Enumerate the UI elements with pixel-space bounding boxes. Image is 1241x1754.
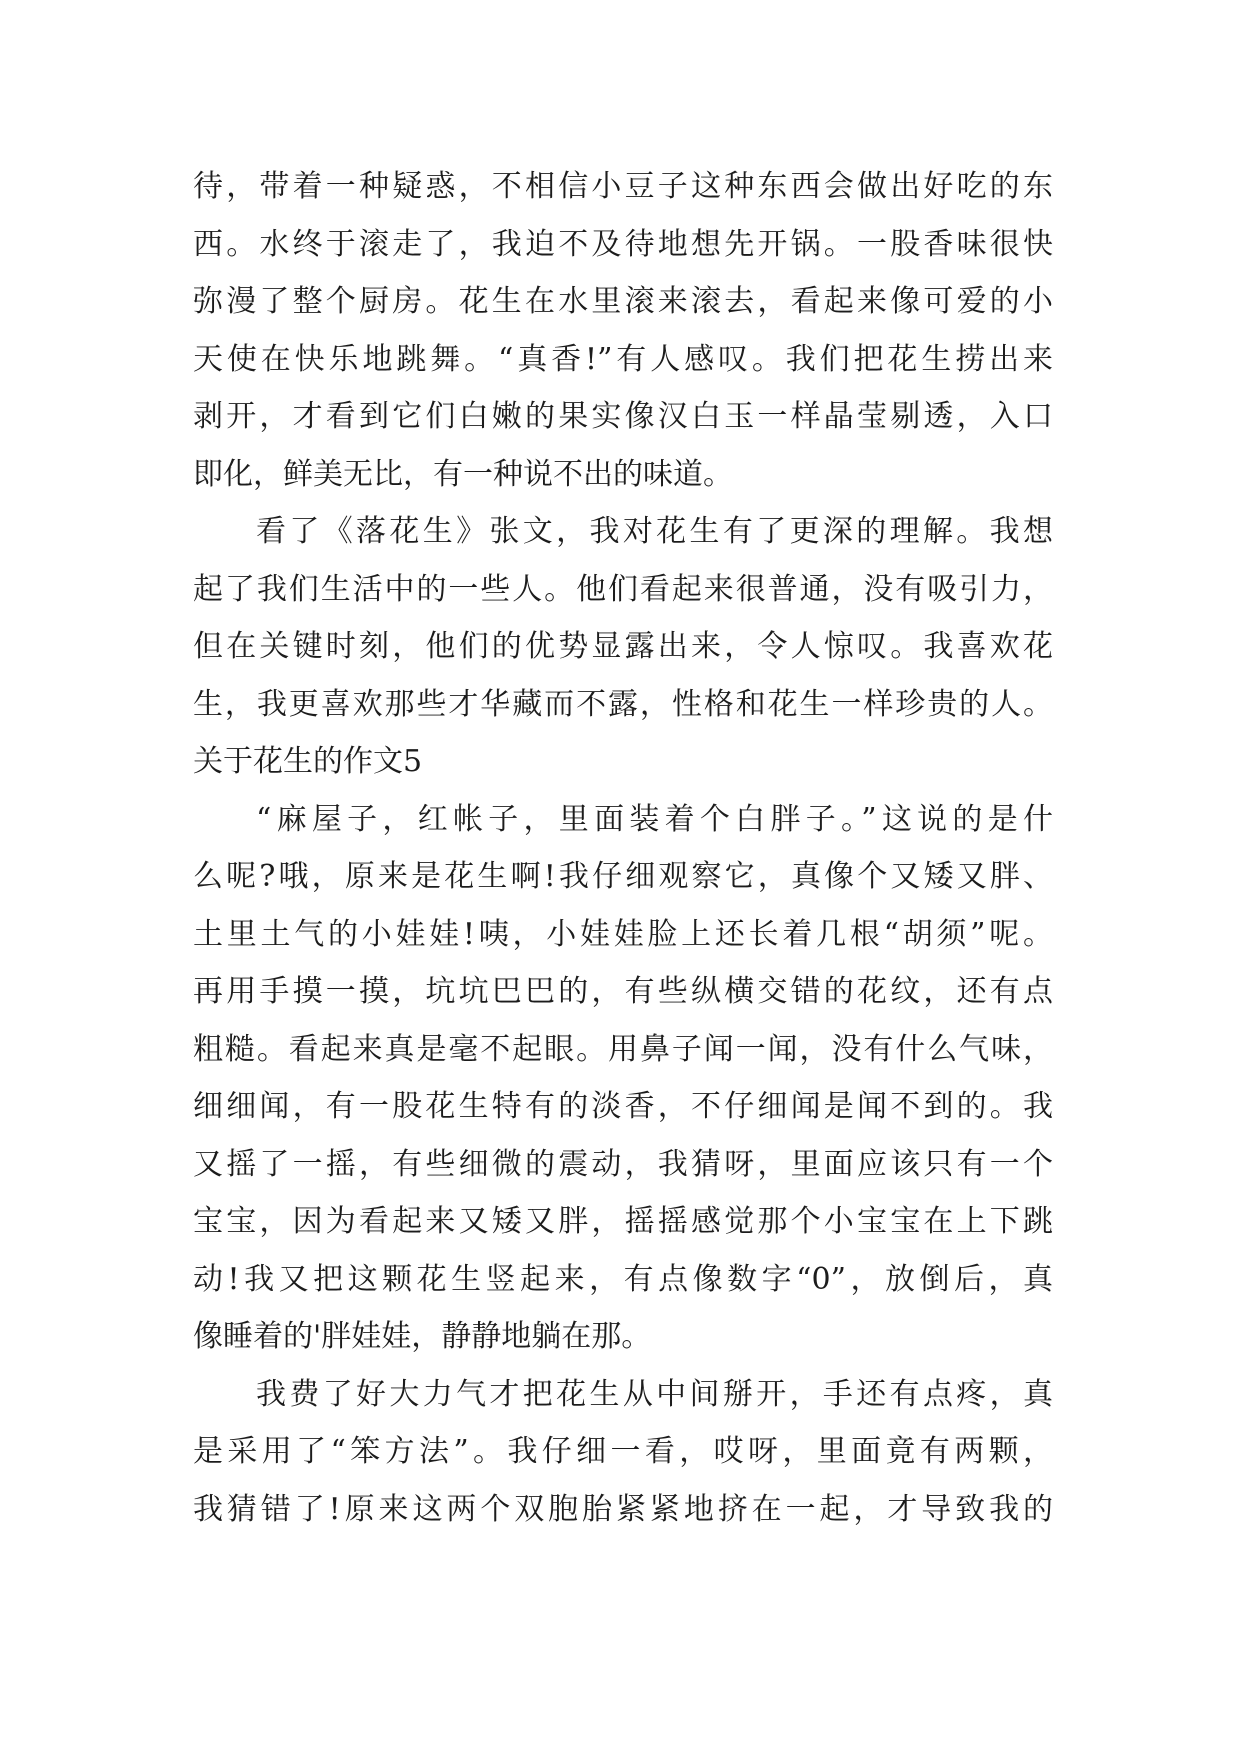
paragraph [193,1366,1053,1539]
text-line: 又摇了一摇，有些细微的震动，我猜呀，里面应该只有一个 [193,1146,1053,1182]
text-line: 看了《落花生》张文，我对花生有了更深的理解。我想 [256,514,1053,549]
text-line: 土里土气的小娃娃!咦，小娃娃脸上还长着几根“胡须”呢。 [193,916,1053,952]
text-line: 天使在快乐地跳舞。“真香!”有人感叹。我们把花生捞出来 [193,341,1053,377]
text-line: 我猜错了!原来这两个双胞胎紧紧地挤在一起，才导致我的 [193,1491,1053,1527]
text-line: “麻屋子，红帐子，里面装着个白胖子。”这说的是什 [256,801,1053,837]
text-line: 即化，鲜美无比，有一种说不出的味道。 [193,456,733,492]
document-body [193,158,1053,1538]
paragraph [193,791,1053,1366]
text-line: 西。水终于滚走了，我迫不及待地想先开锅。一股香味很快 [193,226,1053,262]
text-line: 起了我们生活中的一些人。他们看起来很普通，没有吸引力， [193,571,1053,607]
paragraph [193,503,1053,733]
section-heading: 关于花生的作文5 [193,744,423,779]
text-line: 细细闻，有一股花生特有的淡香，不仔细闻是闻不到的。我 [193,1089,1053,1124]
text-line: 么呢?哦，原来是花生啊!我仔细观察它，真像个又矮又胖、 [193,859,1053,894]
text-line: 宝宝，因为看起来又矮又胖，摇摇感觉那个小宝宝在上下跳 [193,1204,1053,1239]
text-line: 我费了好大力气才把花生从中间掰开，手还有点疼，真 [256,1376,1053,1412]
text-line: 粗糙。看起来真是毫不起眼。用鼻子闻一闻，没有什么气味， [193,1031,1053,1067]
text-line: 但在关键时刻，他们的优势显露出来，令人惊叹。我喜欢花 [193,629,1053,664]
text-line: 像睡着的'胖娃娃，静静地躺在那。 [193,1319,652,1354]
text-line: 是采用了“笨方法”。我仔细一看，哎呀，里面竟有两颗， [193,1434,1053,1469]
text-line: 再用手摸一摸，坑坑巴巴的，有些纵横交错的花纹，还有点 [193,974,1053,1009]
text-line: 剥开，才看到它们白嫩的果实像汉白玉一样晶莹剔透，入口 [193,399,1053,434]
text-line: 弥漫了整个厨房。花生在水里滚来滚去，看起来像可爱的小 [193,284,1053,319]
text-line: 生，我更喜欢那些才华藏而不露，性格和花生一样珍贵的人。 [193,686,1053,722]
paragraph [193,158,1053,503]
text-line: 动!我又把这颗花生竖起来，有点像数字“0”，放倒后，真 [193,1261,1053,1297]
text-line: 待，带着一种疑惑，不相信小豆子这种东西会做出好吃的东 [193,169,1053,204]
